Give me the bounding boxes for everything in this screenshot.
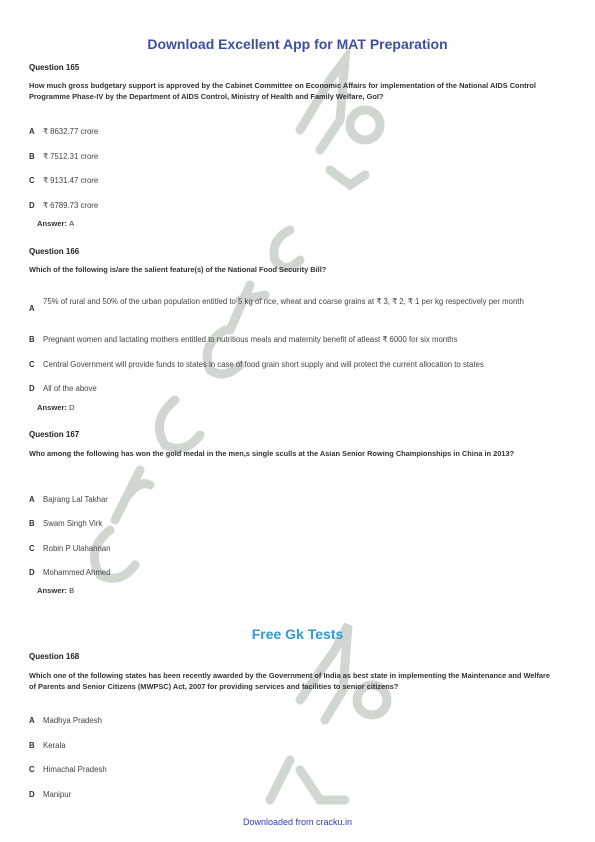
answer-label: Answer: (37, 586, 67, 595)
option-letter: D (29, 790, 35, 799)
question-label: Question 167 (29, 430, 80, 439)
option-text: Robin P Ulahannan (43, 544, 111, 553)
option-text: 75% of rural and 50% of the urban population entitled to 5 kg of rice, wheat and coarse grains at ₹ 3, ₹ 2, ₹ 1 per kg respectively per month (43, 297, 524, 306)
answer-line (37, 403, 75, 412)
question-text: Who among the following has won the gold medal in the men,s single sculls at the Asian Senior Rowing Championships in China in 2013? (29, 449, 515, 458)
option-text: Pregnant women and lactating mothers entitled to nutritious meals and maternity benefit of atleast ₹ 6000 for six months (43, 335, 458, 344)
option-letter: B (29, 335, 35, 344)
option-text: Madhya Pradesh (43, 716, 102, 725)
question-label: Question 168 (29, 652, 80, 661)
option-text: ₹ 9131.47 crore (43, 176, 99, 185)
app-download-banner[interactable]: Download Excellent App for MAT Preparation (147, 36, 448, 52)
question-text: How much gross budgetary support is approved by the Cabinet Committee on Economic Affairs for implementation of the National AIDS Control Programme Phase-IV by the Department of AIDS Control, Ministry of Health and Family Welfare, GoI? (29, 81, 536, 101)
answer-label: Answer: (37, 403, 67, 412)
option-text: Kerala (43, 741, 66, 750)
option-letter: A (29, 716, 35, 725)
footer-source-link[interactable]: Downloaded from cracku.in (242, 817, 353, 827)
option-letter: C (29, 360, 35, 369)
option-letter: B (29, 519, 35, 528)
question-label: Question 165 (29, 63, 80, 72)
answer-label: Answer: (37, 219, 67, 228)
answer-line (37, 586, 74, 595)
option-letter: C (29, 765, 35, 774)
option-letter: C (29, 176, 35, 185)
option-letter: A (29, 304, 35, 313)
option-text: Mohammed Ahmed (43, 568, 111, 577)
option-letter: D (29, 201, 35, 210)
option-text: Swam Singh Virk (43, 519, 103, 528)
question-label: Question 166 (29, 247, 80, 256)
answer-value: A (69, 219, 75, 228)
option-text: Central Government will provide funds to states in case of food grain short supply and will protect the current allocation to states (43, 360, 484, 369)
option-letter: A (29, 127, 35, 136)
option-letter: D (29, 384, 35, 393)
option-text: All of the above (43, 384, 97, 393)
option-letter: A (29, 495, 35, 504)
option-letter: C (29, 544, 35, 553)
free-gk-tests-link[interactable]: Free Gk Tests (251, 626, 344, 642)
option-letter: B (29, 741, 35, 750)
option-letter: B (29, 152, 35, 161)
question-text: Which one of the following states has been recently awarded by the Government of India as best state in implementing the Maintenance and Welfare of Parents and Senior Citizens (MWPSC) Act, 2007 for providing services and facilities to senior citizens? (29, 671, 551, 691)
question-text: Which of the following is/are the salient feature(s) of the National Food Security Bill? (29, 265, 327, 274)
option-letter: D (29, 568, 35, 577)
option-text: ₹ 7512.31 crore (43, 152, 99, 161)
option-text: Manipur (43, 790, 72, 799)
option-text: ₹ 6789.73 crore (43, 201, 99, 210)
option-text: ₹ 8632.77 crore (43, 127, 99, 136)
answer-value: B (69, 586, 75, 595)
answer-line (37, 219, 74, 228)
option-text: Bajrang Lal Takhar (43, 495, 108, 504)
option-text: Himachal Pradesh (43, 765, 107, 774)
answer-value: D (69, 403, 75, 412)
